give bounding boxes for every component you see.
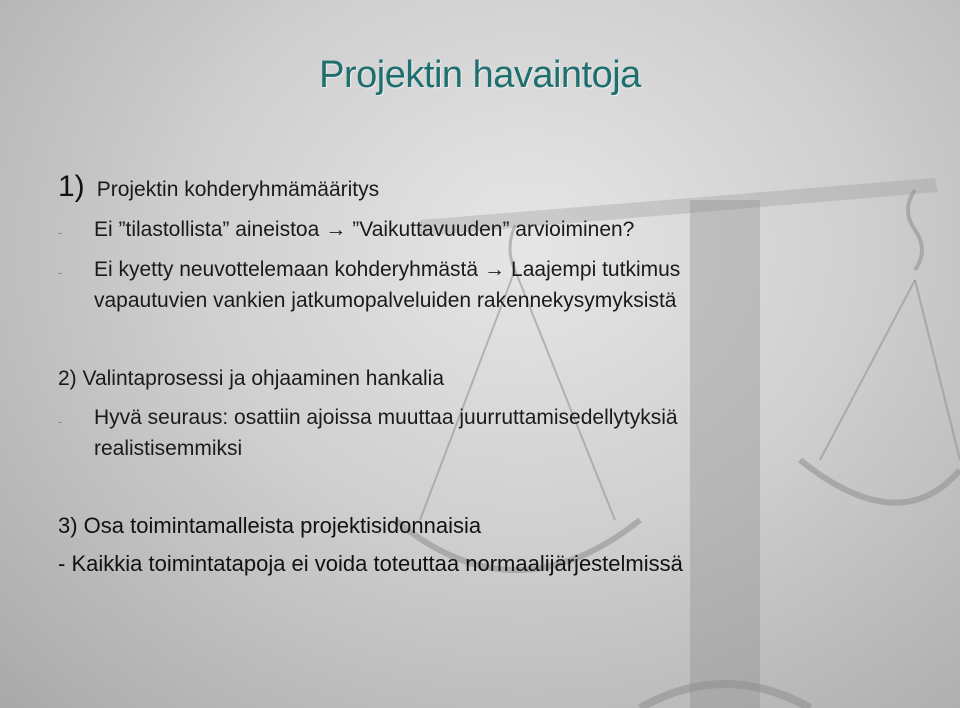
bullet-1-2 (94, 258, 680, 282)
bullet-1-1-part1: Ei ”tilastollista” aineistoa (94, 218, 320, 241)
arrow-right-icon: → (325, 218, 347, 241)
bullet-1-2-line2: vapautuvien vankien jatkumopalveluiden rakennekysymyksistä (94, 289, 677, 312)
bullet-dash: - (58, 265, 63, 280)
bullet-2-1-line2: realistisemmiksi (94, 437, 243, 460)
section-1-heading: Projektin kohderyhmämääritys (96, 178, 380, 201)
section-2-heading: 2) Valintaprosessi ja ohjaaminen hankalia (58, 367, 445, 390)
bullet-2-1: Hyvä seuraus: osattiin ajoissa muuttaa juurruttamisedellytyksiä (94, 406, 678, 429)
bullet-dash: - (58, 225, 63, 240)
arrow-right-icon: → (484, 258, 506, 281)
bullet-1-2-part2: Laajempi tutkimus (511, 258, 681, 281)
bullet-dash: - (58, 414, 63, 429)
bullet-1-1-part2: ”Vaikuttavuuden” arvioiminen? (352, 218, 635, 241)
section-3-heading: 3) Osa toimintamalleista projektisidonnaisia (58, 513, 482, 538)
section-1-number: 1) (58, 170, 85, 203)
bullet-1-2-part1: Ei kyetty neuvottelemaan kohderyhmästä (94, 258, 479, 281)
section-1-heading-row (58, 170, 379, 204)
section-3-line: - Kaikkia toimintatapoja ei voida toteuttaa normaalijärjestelmissä (58, 551, 683, 576)
slide-title: Projektin havaintoja (319, 54, 641, 96)
bullet-1-1 (94, 218, 634, 242)
